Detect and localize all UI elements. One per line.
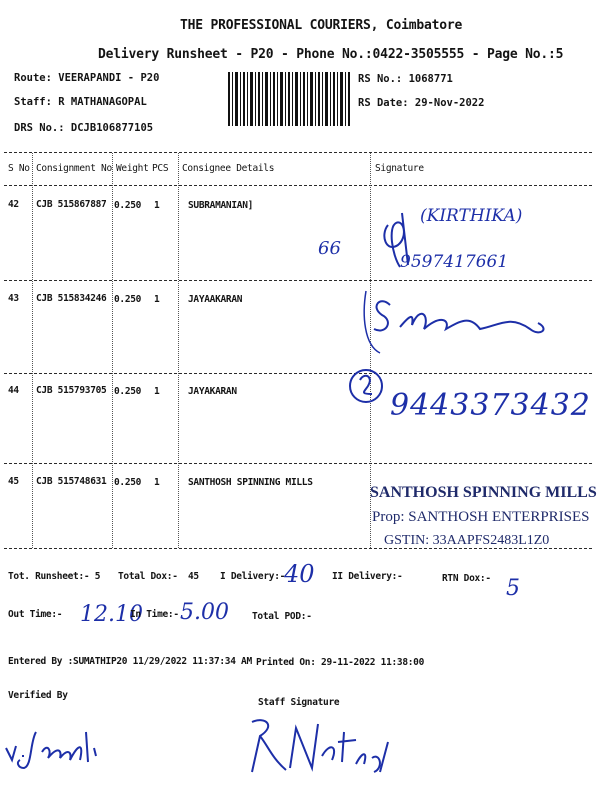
row-rule bbox=[4, 463, 592, 464]
row-consignment: CJB 515748631 bbox=[36, 476, 107, 487]
row-pcs: 1 bbox=[154, 477, 160, 488]
table-header-rule bbox=[4, 185, 592, 186]
row-consignment: CJB 515793705 bbox=[36, 385, 107, 396]
total-dox-label: Total Dox:- bbox=[118, 571, 178, 582]
row44-circled-mark bbox=[346, 364, 386, 410]
rtn-dox-label: RTN Dox:- bbox=[442, 573, 491, 584]
printed-on: Printed On: 29-11-2022 11:38:00 bbox=[256, 657, 425, 668]
route-field bbox=[14, 72, 159, 84]
row-weight: 0.250 bbox=[114, 386, 142, 397]
row-consignment: CJB 515834246 bbox=[36, 293, 107, 304]
staff-label: Staff: bbox=[14, 96, 52, 108]
row44-handwritten-phone: 9443373432 bbox=[390, 388, 591, 423]
stamp-line-3: GSTIN: 33AAPFS2483L1Z0 bbox=[384, 533, 550, 548]
row-consignee: JAYAAKARAN bbox=[188, 294, 243, 305]
staff-field bbox=[14, 96, 147, 108]
drs-field bbox=[14, 122, 153, 134]
tot-runsheet: Tot. Runsheet:- 5 bbox=[8, 571, 101, 582]
out-time-label: Out Time:- bbox=[8, 609, 63, 620]
rs-no-value: 1068771 bbox=[408, 73, 453, 85]
row-pcs: 1 bbox=[154, 294, 160, 305]
row-pcs: 1 bbox=[154, 200, 160, 211]
verified-by-label: Verified By bbox=[8, 690, 68, 701]
barcode bbox=[228, 72, 350, 126]
row-sno: 42 bbox=[8, 199, 19, 210]
staff-signature-label: Staff Signature bbox=[258, 697, 340, 708]
entered-by: Entered By :SUMATHIP20 11/29/2022 11:37:34 AM bbox=[8, 656, 252, 667]
ii-delivery-label: II Delivery:- bbox=[332, 571, 403, 582]
row-sno: 45 bbox=[8, 476, 19, 487]
col-pcs: PCS bbox=[152, 163, 169, 174]
staff-value: R MATHANAGOPAL bbox=[58, 96, 147, 108]
row-sno: 44 bbox=[8, 385, 19, 396]
rs-date-field bbox=[358, 97, 484, 109]
drs-label: DRS No.: bbox=[14, 122, 65, 134]
stamp-line-2: Prop: SANTHOSH ENTERPRISES bbox=[372, 509, 590, 525]
row-consignee: SUBRAMANIAN] bbox=[188, 200, 254, 211]
col-sep-2 bbox=[112, 153, 113, 548]
col-sep-1 bbox=[32, 153, 33, 548]
route-value: VEERAPANDI - P20 bbox=[58, 72, 160, 84]
table-top-rule bbox=[4, 152, 592, 153]
row42-handwritten-name: (KIRTHIKA) bbox=[420, 206, 523, 226]
col-weight: Weight bbox=[116, 163, 149, 174]
col-consignment: Consignment No bbox=[36, 163, 112, 174]
total-pod-label: Total POD:- bbox=[252, 611, 312, 622]
row-weight: 0.250 bbox=[114, 200, 142, 211]
out-time-handwritten: 12.10 bbox=[80, 602, 143, 627]
row42-handwritten-phone: 9597417661 bbox=[400, 252, 509, 272]
row-pcs: 1 bbox=[154, 386, 160, 397]
staff-signature bbox=[246, 712, 396, 784]
rs-date-label: RS Date: bbox=[358, 97, 409, 109]
row-sno: 43 bbox=[8, 293, 19, 304]
row-consignee: JAYAKARAN bbox=[188, 386, 237, 397]
row-rule bbox=[4, 280, 592, 281]
row-consignee: SANTHOSH SPINNING MILLS bbox=[188, 477, 313, 488]
drs-value: DCJB106877105 bbox=[70, 122, 154, 134]
in-time-handwritten: 5.00 bbox=[180, 600, 229, 625]
rs-no-label: RS No.: bbox=[358, 73, 403, 85]
i-delivery-label: I Delivery:- bbox=[220, 571, 286, 582]
col-sep-3 bbox=[178, 153, 179, 548]
rs-no-field bbox=[358, 73, 453, 85]
total-dox-value: 45 bbox=[188, 571, 199, 582]
col-signature: Signature bbox=[375, 163, 424, 174]
col-consignee: Consignee Details bbox=[182, 163, 275, 174]
row43-signature bbox=[360, 285, 560, 355]
row42-margin-note: 66 bbox=[318, 238, 341, 259]
row-consignment: CJB 515867887 bbox=[36, 199, 107, 210]
rtn-dox-handwritten: 5 bbox=[506, 576, 520, 601]
col-sno: S No bbox=[8, 163, 30, 174]
row-rule bbox=[4, 373, 592, 374]
stamp-line-1: SANTHOSH SPINNING MILLS bbox=[370, 484, 597, 501]
route-label: Route: bbox=[14, 72, 52, 84]
rs-date-value: 29-Nov-2022 bbox=[414, 97, 485, 109]
verified-by-signature bbox=[2, 722, 112, 772]
in-time-label: In Time:- bbox=[130, 609, 179, 620]
row-weight: 0.250 bbox=[114, 294, 142, 305]
company-title: THE PROFESSIONAL COURIERS, Coimbatore bbox=[180, 18, 463, 33]
row-weight: 0.250 bbox=[114, 477, 142, 488]
i-delivery-handwritten: 40 bbox=[284, 560, 315, 588]
runsheet-subtitle: Delivery Runsheet - P20 - Phone No.:0422-3505555 - Page No.:5 bbox=[98, 47, 564, 62]
